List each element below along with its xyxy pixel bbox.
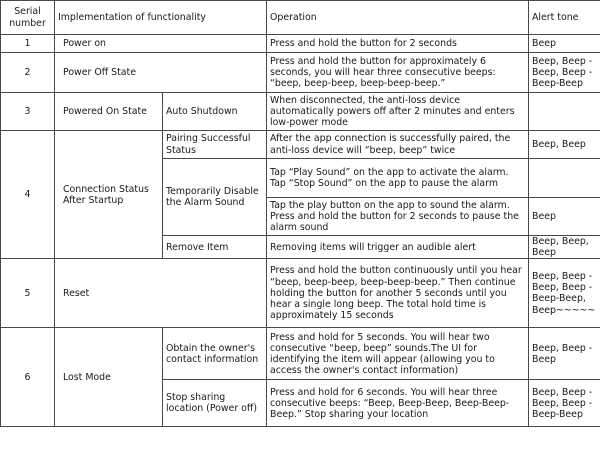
subfunction-cell: Temporarily Disable the Alarm Sound <box>163 159 267 236</box>
alert-cell: Beep, Beep -Beep, Beep -Beep-Beep <box>529 53 600 93</box>
table-row <box>1 53 600 93</box>
table-row <box>1 328 600 380</box>
alert-tone-header: Alert tone <box>529 1 600 35</box>
operation-cell: Press and hold for 5 seconds. You will hear two consecutive “beep, beep” sounds.The UI for identifying the item will appear (allowing you to access the owner's contact information) <box>267 328 529 380</box>
operation-cell: Press and hold the button for approximately 6 seconds, you will hear three consecutive beeps: “beep, beep-beep, beep-beep-beep.” <box>267 53 529 93</box>
serial-number-header: Serial number <box>1 1 55 35</box>
alert-cell: Beep, Beep -Beep, Beep -Beep-Beep <box>529 380 600 427</box>
function-cell: Reset <box>55 259 267 328</box>
serial-cell: 4 <box>1 131 55 259</box>
function-cell: Power Off State <box>55 53 267 93</box>
table-row <box>1 93 600 131</box>
operation-cell: When disconnected, the anti-loss device automatically powers off after 2 minutes and enters low-power mode <box>267 93 529 131</box>
alert-cell: Beep, Beep -Beep <box>529 328 600 380</box>
alert-cell: Beep <box>529 198 600 236</box>
subfunction-cell: Stop sharing location (Power off) <box>163 380 267 427</box>
serial-cell: 5 <box>1 259 55 328</box>
alert-cell: Beep, Beep, Beep <box>529 236 600 259</box>
operation-cell: Press and hold the button for 2 seconds <box>267 35 529 53</box>
operation-cell: Press and hold for 6 seconds. You will hear three consecutive beeps: “Beep, Beep-Beep, Beep-Beep-Beep.” Stop sharing your location <box>267 380 529 427</box>
function-cell: Power on <box>55 35 267 53</box>
subfunction-cell: Obtain the owner's contact information <box>163 328 267 380</box>
function-cell: Connection Status After Startup <box>55 131 163 259</box>
subfunction-cell: Pairing Successful Status <box>163 131 267 159</box>
operation-cell: Tap the play button on the app to sound the alarm. Press and hold the button for 2 seconds to pause the alarm sound <box>267 198 529 236</box>
operation-header: Operation <box>267 1 529 35</box>
table-row <box>1 35 600 53</box>
alert-cell <box>529 159 600 198</box>
operation-cell: Tap “Play Sound” on the app to activate the alarm. Tap “Stop Sound” on the app to pause the alarm <box>267 159 529 198</box>
table-row <box>1 131 600 159</box>
serial-cell: 1 <box>1 35 55 53</box>
serial-cell: 3 <box>1 93 55 131</box>
operation-cell: Removing items will trigger an audible alert <box>267 236 529 259</box>
function-cell: Lost Mode <box>55 328 163 427</box>
table-row <box>1 259 600 328</box>
operation-cell: Press and hold the button continuously until you hear “beep, beep-beep, beep-beep-beep.” Then continue holding the button for another 5 seconds until you hear a single long beep. The total hold time is approximately 15 seconds <box>267 259 529 328</box>
implementation-header: Implementation of functionality <box>55 1 267 35</box>
operation-cell: After the app connection is successfully paired, the anti-loss device will “beep, beep” twice <box>267 131 529 159</box>
subfunction-cell: Remove Item <box>163 236 267 259</box>
serial-cell: 2 <box>1 53 55 93</box>
alert-cell: Beep, Beep <box>529 131 600 159</box>
function-cell: Powered On State <box>55 93 163 131</box>
table-header-row <box>1 1 600 35</box>
alert-cell <box>529 93 600 131</box>
alert-cell: Beep <box>529 35 600 53</box>
serial-cell: 6 <box>1 328 55 427</box>
alert-cell: Beep, Beep -Beep, Beep -Beep-Beep, Beep~~~~~ <box>529 259 600 328</box>
subfunction-cell: Auto Shutdown <box>163 93 267 131</box>
